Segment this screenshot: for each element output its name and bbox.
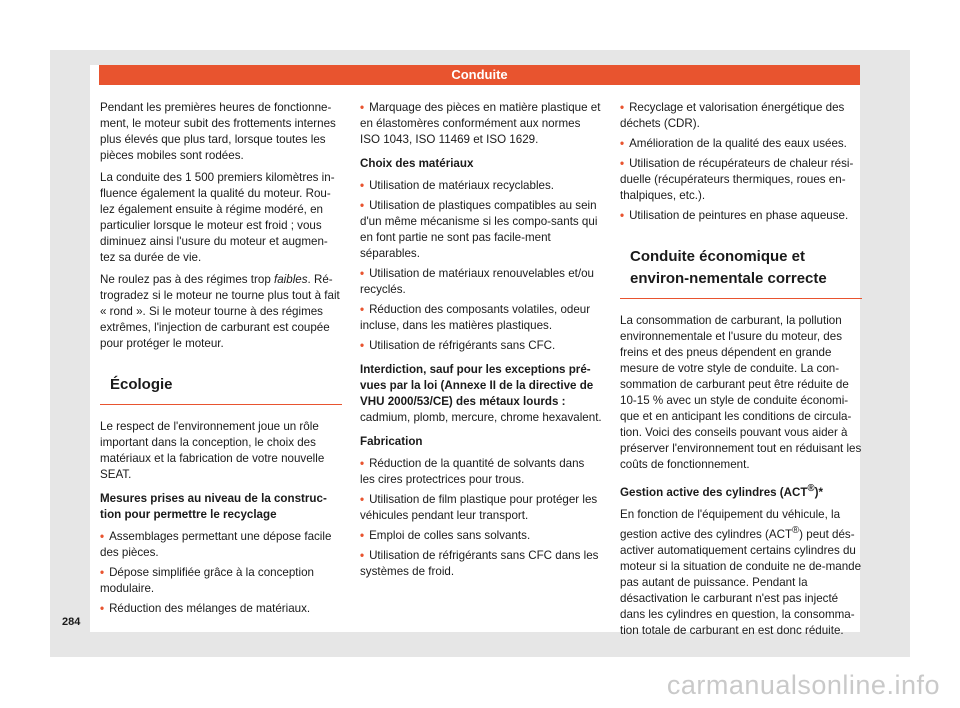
column-3: [620, 100, 862, 645]
text-segment: Gestion active des cylindres (ACT: [620, 485, 808, 499]
paragraph-heavy-metals: [360, 362, 602, 426]
bullet-item: • Utilisation de réfrigérants sans CFC.: [360, 338, 602, 354]
section-title-eco-driving: Conduite économique et environ-nementale correcte: [620, 246, 862, 299]
registered-mark: ®: [807, 483, 815, 494]
bullet-item: • Amélioration de la qualité des eaux usées.: [620, 136, 862, 152]
bullet-item: • Utilisation de matériaux recyclables.: [360, 178, 602, 194]
column-1: [100, 100, 342, 621]
bullet-item: • Marquage des pièces en matière plastique et en élastomères conformément aux normes ISO 1043, ISO 11469 et ISO 1629.: [360, 100, 602, 148]
page-number: 284: [62, 616, 81, 628]
bullet-item: • Assemblages permettant une dépose facile des pièces.: [100, 529, 342, 561]
subheading-recycling: Mesures prises au niveau de la construc-tion pour permettre le recyclage: [100, 492, 327, 521]
bullet-item: • Utilisation de peintures en phase aqueuse.: [620, 208, 862, 224]
text-segment: . Ré-trogradez si le moteur ne tourne plus tout à fait « rond ». Si le moteur tourne à des régimes extrêmes, l'injection de carburant est coupée pour protéger le moteur.: [100, 273, 340, 350]
watermark: carmanualsonline.info: [666, 670, 940, 700]
bullet-item: • Utilisation de réfrigérants sans CFC dans les systèmes de froid.: [360, 548, 602, 580]
subheading-materials: Choix des matériaux: [360, 157, 474, 170]
subheading-act: [620, 481, 862, 501]
paragraph-environment: Le respect de l'environnement joue un rôle important dans la conception, le choix des matériaux et la fabrication de votre nouvelle SEAT.: [100, 420, 325, 481]
text-segment: )*: [814, 485, 823, 499]
paragraph-running-in: Pendant les premières heures de fonctionne-ment, le moteur subit des frottements internes plus élevés que plus tard, lorsque toutes les pièces mobiles sont rodées.: [100, 101, 336, 162]
subheading-fabrication: Fabrication: [360, 435, 423, 448]
paragraph-consumption: La consommation de carburant, la pollution environnementale et l'usure du moteur, des freins et des pneus dépendent en grande mesure de votre style de conduite. La con-sommation de carburant peut être réduite de 10-15 % avec un style de conduite économi-que et en anticipant les conditions de circula-tion. Voici des conseils pouvant vous aider à préserver l'environnement tout en réduisant les coûts de fonctionnement.: [620, 314, 862, 471]
bullet-item: • Utilisation de film plastique pour protéger les véhicules pendant leur transport.: [360, 492, 602, 524]
bullet-item: • Réduction de la quantité de solvants dans les cires protectrices pour trous.: [360, 456, 602, 488]
emphasis-text: faibles: [274, 273, 308, 286]
text-segment: Ne roulez pas à des régimes trop: [100, 273, 274, 286]
column-2: [360, 100, 602, 584]
subheading-interdiction: Interdiction, sauf pour les exceptions pré-vues par la loi (Annexe II de la directive de VHU 2000/53/CE) des métaux lourds :: [360, 363, 594, 408]
text-segment: ) peut dés-activer automatiquement certains cylindres du moteur si la situation de conduite ne de-mande pas autant de puissance. Pendant la désactivation le carburant n'est pas injecté dans les cylindres en question, la consomma-tion totale de carburant en est donc réduite.: [620, 527, 862, 637]
bullet-item: • Réduction des mélanges de matériaux.: [100, 601, 342, 617]
bullet-item: • Utilisation de récupérateurs de chaleur rési-duelle (récupérateurs thermiques, roues en-thalpiques, etc.).: [620, 156, 862, 204]
paragraph-act: [620, 507, 862, 639]
section-title-ecology: Écologie: [100, 374, 342, 405]
bullet-item: • Utilisation de plastiques compatibles au sein d'un même mécanisme si les compo-sants qui en font partie ne sont pas facile-ment séparables.: [360, 198, 602, 262]
bullet-item: • Dépose simplifiée grâce à la conception modulaire.: [100, 565, 342, 597]
text-segment: cadmium, plomb, mercure, chrome hexavalent.: [360, 411, 602, 424]
paragraph-engine-speed: [100, 272, 342, 352]
bullet-item: • Utilisation de matériaux renouvelables et/ou recyclés.: [360, 266, 602, 298]
bullet-item: • Emploi de colles sans solvants.: [360, 528, 602, 544]
page-header: Conduite: [99, 65, 860, 85]
paragraph-first-km: La conduite des 1 500 premiers kilomètres in-fluence également la qualité du moteur. Rou-lez également ensuite à régime modéré, en particulier lorsque le moteur est froid ; vous diminuez ainsi l'usure du moteur et augmen-tez sa durée de vie.: [100, 171, 335, 264]
bullet-item: • Réduction des composants volatiles, odeur incluse, dans les matières plastiques.: [360, 302, 602, 334]
registered-mark: ®: [792, 524, 800, 536]
bullet-item: • Recyclage et valorisation énergétique des déchets (CDR).: [620, 100, 862, 132]
text-segment: En fonction de l'équipement du véhicule, la gestion active des cylindres (ACT: [620, 507, 841, 541]
